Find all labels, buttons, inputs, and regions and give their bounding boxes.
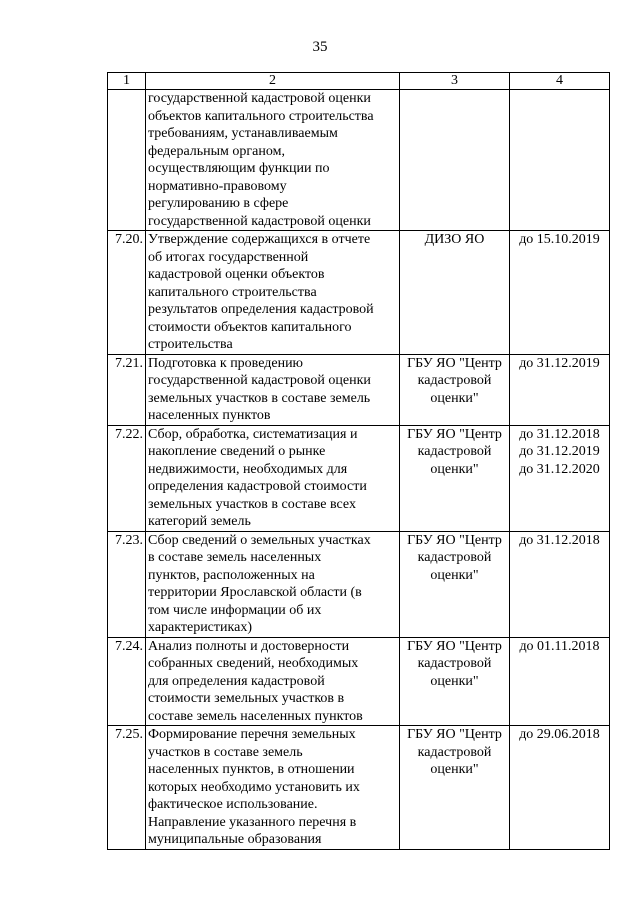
row-responsible: ДИЗО ЯО <box>400 231 510 355</box>
row-number: 7.24. <box>108 637 146 726</box>
row-number: 7.25. <box>108 726 146 850</box>
row-number <box>108 90 146 231</box>
row-deadline <box>510 90 610 231</box>
row-description: государственной кадастровой оценки объектов капитального строительства требованиям, устанавливаемым федеральным органом, осуществляющим функции по нормативно-правовому регулированию в сфере государственной кадастровой оценки <box>146 90 400 231</box>
header-col-4: 4 <box>510 73 610 90</box>
row-responsible <box>400 90 510 231</box>
header-col-1: 1 <box>108 73 146 90</box>
row-number: 7.22. <box>108 425 146 531</box>
header-row <box>108 73 610 90</box>
row-description: Сбор, обработка, систематизация и накопление сведений о рынке недвижимости, необходимых для определения кадастровой стоимости земельных участков в составе всех категорий земель <box>146 425 400 531</box>
row-responsible: ГБУ ЯО "Центр кадастровой оценки" <box>400 531 510 637</box>
row-description: Формирование перечня земельных участков в составе земель населенных пунктов, в отношении которых необходимо установить их фактическое использование. Направление указанного перечня в муниципальные образования <box>146 726 400 850</box>
table-row <box>108 90 610 231</box>
plan-table <box>107 72 610 850</box>
row-deadline: до 31.12.2018 до 31.12.2019 до 31.12.2020 <box>510 425 610 531</box>
row-responsible: ГБУ ЯО "Центр кадастровой оценки" <box>400 637 510 726</box>
row-description: Сбор сведений о земельных участках в составе земель населенных пунктов, расположенных на территории Ярославской области (в том числе информации об их характеристиках) <box>146 531 400 637</box>
table-row <box>108 354 610 425</box>
row-deadline: до 31.12.2018 <box>510 531 610 637</box>
row-number: 7.21. <box>108 354 146 425</box>
row-number: 7.23. <box>108 531 146 637</box>
row-description: Подготовка к проведению государственной кадастровой оценки земельных участков в составе земель населенных пунктов <box>146 354 400 425</box>
table-row <box>108 637 610 726</box>
table-row <box>108 531 610 637</box>
row-deadline: до 31.12.2019 <box>510 354 610 425</box>
row-deadline: до 01.11.2018 <box>510 637 610 726</box>
row-description: Утверждение содержащихся в отчете об итогах государственной кадастровой оценки объектов капитального строительства результатов определения кадастровой стоимости объектов капитального строительства <box>146 231 400 355</box>
row-responsible: ГБУ ЯО "Центр кадастровой оценки" <box>400 425 510 531</box>
table-row <box>108 231 610 355</box>
row-responsible: ГБУ ЯО "Центр кадастровой оценки" <box>400 354 510 425</box>
row-responsible: ГБУ ЯО "Центр кадастровой оценки" <box>400 726 510 850</box>
row-number: 7.20. <box>108 231 146 355</box>
header-col-2: 2 <box>146 73 400 90</box>
page-number: 35 <box>312 39 328 55</box>
table-row <box>108 726 610 850</box>
row-deadline: до 29.06.2018 <box>510 726 610 850</box>
row-description: Анализ полноты и достоверности собранных сведений, необходимых для определения кадастровой стоимости земельных участков в составе земель населенных пунктов <box>146 637 400 726</box>
row-deadline: до 15.10.2019 <box>510 231 610 355</box>
table-row <box>108 425 610 531</box>
header-col-3: 3 <box>400 73 510 90</box>
